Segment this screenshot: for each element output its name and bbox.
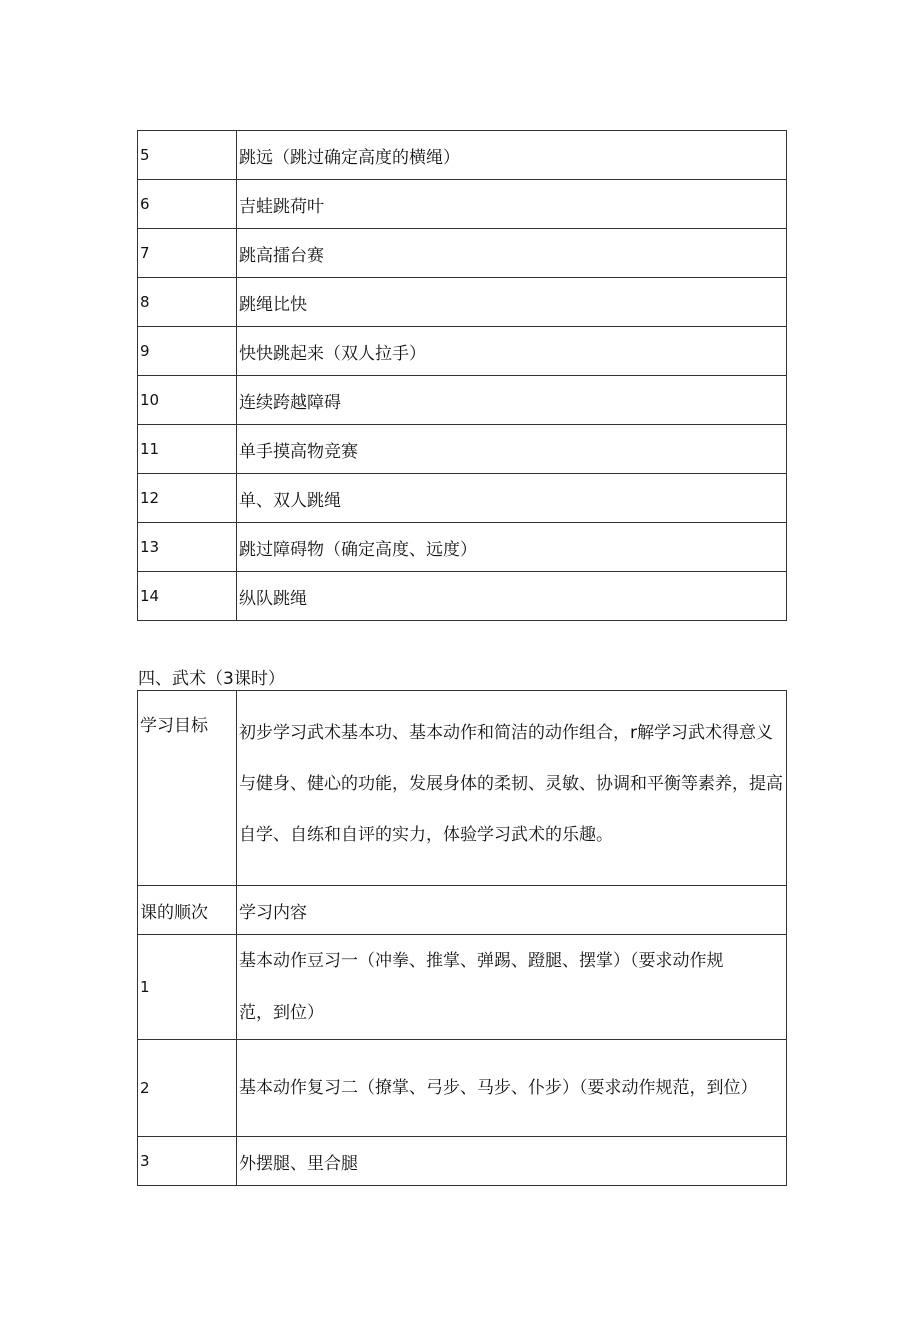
table-row (138, 1040, 787, 1137)
table-row (138, 1137, 787, 1186)
goal-text: 初步学习武术基本功、基本动作和简洁的动作组合，r解学习武术得意义与健身、健心的功能，发展身体的柔韧、灵敏、协调和平衡等素养，提高自学、自练和自评的实力，体验学习武术的乐趣。 (237, 691, 787, 886)
table-row (138, 523, 787, 572)
table-row (138, 131, 787, 180)
lesson-content: 外摆腿、里合腿 (237, 1137, 787, 1186)
lesson-order: 12 (138, 474, 237, 523)
lesson-order: 5 (138, 131, 237, 180)
column-header-order: 课的顺次 (138, 886, 237, 935)
table-row (138, 327, 787, 376)
lesson-content: 跳远（跳过确定高度的横绳） (237, 131, 787, 180)
lesson-content: 跳高擂台赛 (237, 229, 787, 278)
lesson-content: 连续跨越障碍 (237, 376, 787, 425)
lesson-order: 13 (138, 523, 237, 572)
lesson-content: 快快跳起来（双人拉手） (237, 327, 787, 376)
lesson-order: 11 (138, 425, 237, 474)
goal-label: 学习目标 (138, 691, 237, 886)
lesson-content: 吉蛙跳荷叶 (237, 180, 787, 229)
lesson-content: 基本动作豆习一（冲拳、推掌、弹踢、蹬腿、摆掌）（要求动作规范，到位） (237, 935, 787, 1040)
goal-row (138, 691, 787, 886)
table-row (138, 474, 787, 523)
table-row (138, 278, 787, 327)
lesson-order: 7 (138, 229, 237, 278)
lesson-order: 10 (138, 376, 237, 425)
lesson-order: 14 (138, 572, 237, 621)
lesson-content: 跳过障碍物（确定高度、远度） (237, 523, 787, 572)
lesson-content: 纵队跳绳 (237, 572, 787, 621)
lesson-content: 基本动作复习二（撩掌、弓步、马步、仆步）（要求动作规范，到位） (237, 1040, 787, 1137)
table-row (138, 572, 787, 621)
lesson-order: 9 (138, 327, 237, 376)
table-row (138, 229, 787, 278)
lesson-content: 单手摸高物竞赛 (237, 425, 787, 474)
table-header-row (138, 886, 787, 935)
lesson-order: 8 (138, 278, 237, 327)
column-header-content: 学习内容 (237, 886, 787, 935)
lesson-order: 1 (138, 935, 237, 1040)
table-row (138, 425, 787, 474)
lesson-content: 单、双人跳绳 (237, 474, 787, 523)
table-row (138, 935, 787, 1040)
wushu-lessons-table (137, 690, 787, 1186)
lesson-order: 2 (138, 1040, 237, 1137)
section-heading: 四、武术（3课时） (138, 669, 285, 689)
lesson-content: 跳绳比快 (237, 278, 787, 327)
table-row (138, 180, 787, 229)
jump-lessons-table (137, 130, 787, 621)
lesson-order: 3 (138, 1137, 237, 1186)
table-row (138, 376, 787, 425)
lesson-order: 6 (138, 180, 237, 229)
